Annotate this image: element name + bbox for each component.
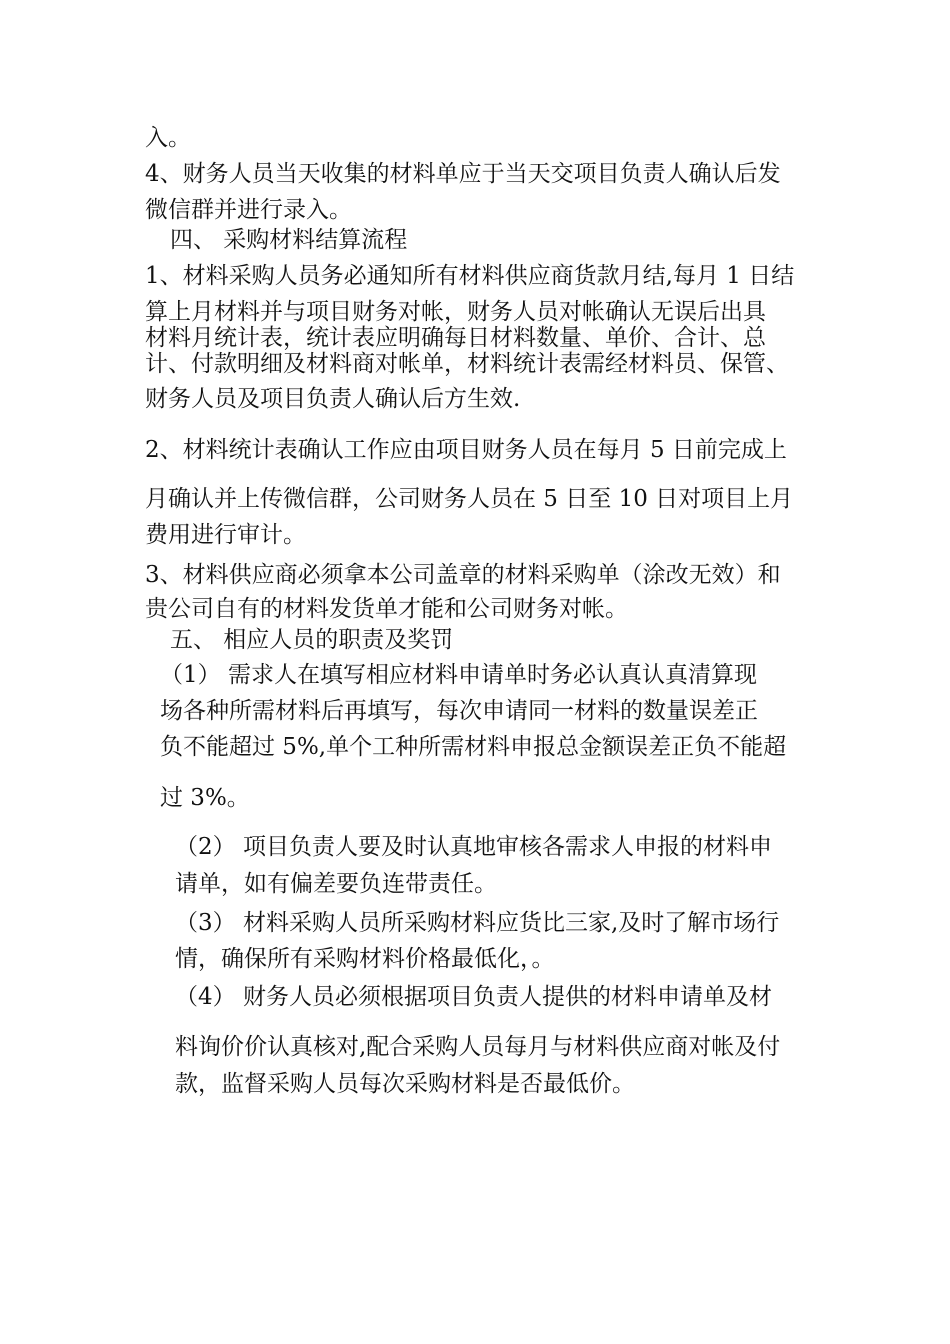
- text-line: 情，确保所有采购材料价格最低化，。: [175, 946, 555, 972]
- text-line: 款，监督采购人员每次采购材料是否最低价。: [175, 1071, 635, 1097]
- text-line: 3、材料供应商必须拿本公司盖章的材料采购单（涂改无效）和: [145, 562, 781, 588]
- text-line: 请单，如有偏差要负连带责任。: [175, 871, 497, 897]
- text-line: 1、材料采购人员务必通知所有材料供应商货款月结,每月 1 日结: [145, 263, 795, 289]
- text-line: 4、财务人员当天收集的材料单应于当天交项目负责人确认后发: [145, 161, 781, 187]
- text-line: 2、材料统计表确认工作应由项目财务人员在每月 5 日前完成上: [145, 437, 787, 463]
- text-line: 算上月材料并与项目财务对帐，财务人员对帐确认无误后出具: [145, 299, 766, 325]
- text-line: 负不能超过 5%,单个工种所需材料申报总金额误差正负不能超: [160, 734, 787, 760]
- text-line: （1） 需求人在填写相应材料申请单时务必认真认真清算现: [160, 662, 757, 688]
- text-line: 月确认并上传微信群，公司财务人员在 5 日至 10 日对项目上月: [145, 486, 794, 512]
- text-line: 财务人员及项目负责人确认后方生效.: [145, 386, 521, 412]
- text-line: 贵公司自有的材料发货单才能和公司财务对帐。: [145, 596, 628, 622]
- text-line: 料询价价认真核对,配合采购人员每月与材料供应商对帐及付: [175, 1034, 781, 1060]
- text-line: 计、付款明细及材料商对帐单，材料统计表需经材料员、保管、: [145, 351, 789, 377]
- text-line: （3） 材料采购人员所采购材料应货比三家,及时了解市场行: [175, 910, 780, 936]
- text-line: 过 3%。: [160, 785, 250, 811]
- section-heading: 五、 相应人员的职责及奖罚: [170, 627, 454, 653]
- section-heading: 四、 采购材料结算流程: [170, 227, 408, 253]
- text-line: 费用进行审计。: [145, 522, 306, 548]
- text-line: （2） 项目负责人要及时认真地审核各需求人申报的材料申: [175, 834, 772, 860]
- text-line: （4） 财务人员必须根据项目负责人提供的材料申请单及材: [175, 984, 772, 1010]
- text-line: 材料月统计表，统计表应明确每日材料数量、单价、合计、总: [145, 325, 766, 351]
- text-line: 入。: [145, 125, 191, 151]
- text-line: 微信群并进行录入。: [145, 197, 352, 223]
- text-line: 场各种所需材料后再填写，每次申请同一材料的数量误差正: [160, 698, 758, 724]
